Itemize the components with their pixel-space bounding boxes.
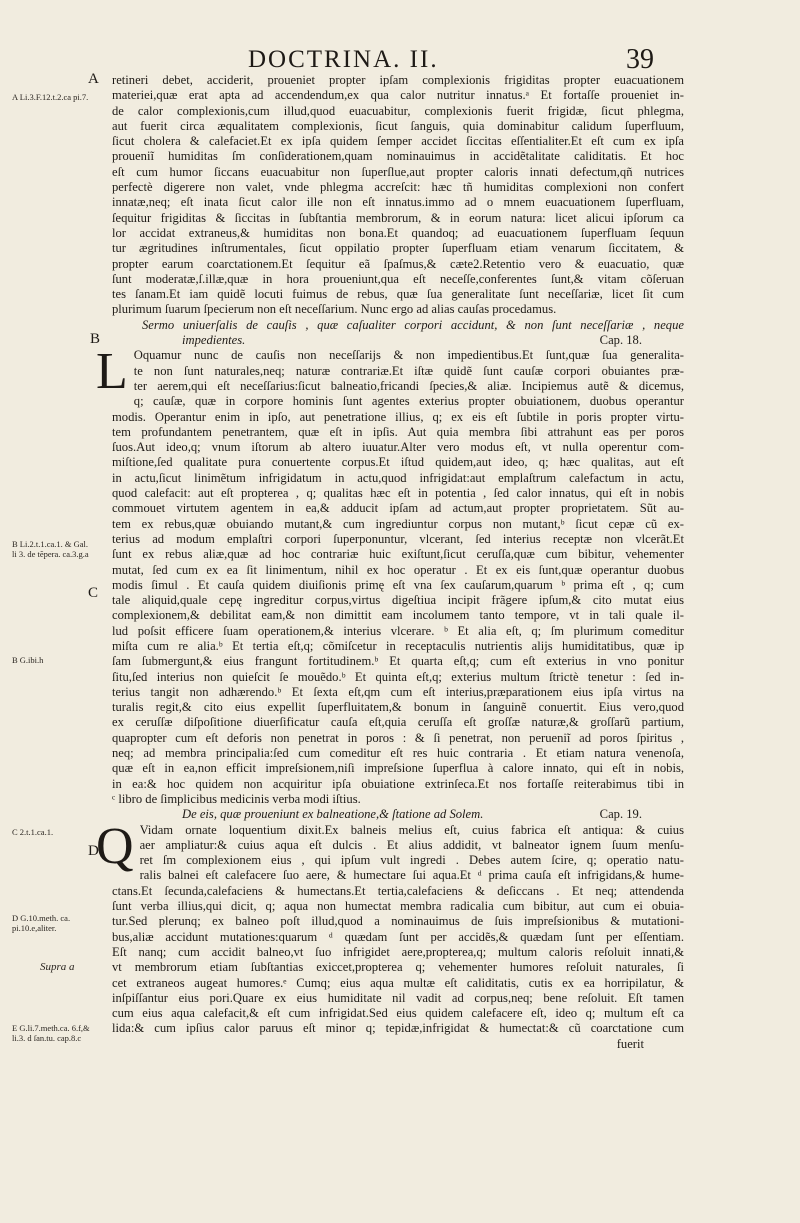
chapter-number: Cap. 19. xyxy=(599,807,642,822)
text-line: quæ eſt in ea,non efficit impreſsionem,niſi impreſsione ſuperflua à calore innato, qui eſt in nobis, xyxy=(112,761,684,776)
text-line: ſunt ex rebus aliæ,quæ ad hoc contrariæ huic exiſtunt,ſicut ceruſſa,quæ cum bibitur, vehementer xyxy=(112,547,684,562)
text-line: perfectè digerere non valet, vnde phlegma accreſcit: hæc tñ humiditas complexioni non confert xyxy=(112,180,684,195)
text-line: cet extraneos augeat humores.ᵉ Cumq; eius aqua multæ eſt caliditatis, cutis ex ea horripilatur, & xyxy=(112,975,684,990)
text-line: plurimum ſuarum ſpecierum non eſt neceſſarium. Nunc ergo ad alias cauſas procedamus. xyxy=(112,302,557,317)
chapter-heading-text: De eis, quæ proueniunt ex balneatione,& ſtatione ad Solem. xyxy=(182,807,484,822)
text-line: ralis balnei eſt calefacere ſuo aere, & humectare ſui aqua.Et ᵈ prima cauſa eſt infrigidans,& hume- xyxy=(139,868,684,883)
text-line: lida:& cum ipſius calor paruus eſt minor q; tepidæ,infrigidat & humectat:& cũ coarctatione cum xyxy=(112,1021,684,1036)
text-line: mutat, ſed cum ex ea ſit linimentum, nihil ex hoc operatur . Et ex eis ſunt,quæ operantur duobus xyxy=(112,562,684,577)
text-line: quapropter cum eſt deforis non penetrat in poros : & ſi penetrat, non perueniĩ ad poros ſpiritus , xyxy=(112,730,684,745)
text-line: ᶜ libro de ſimplicibus medicinis verba modi iſtius. xyxy=(112,791,361,806)
drop-cap: Q xyxy=(96,817,134,875)
text-line: cum eius aqua calefacit,& eſt cum infrigidat.Sed eius quidem calefacere eſt, ideo q; multum eſt ca xyxy=(112,1006,684,1021)
running-head: DOCTRINA. II. xyxy=(248,46,439,73)
text-line: retineri debet, acciderit, proueniet propter ipſam complexionis frigiditas propter euacuationem xyxy=(112,73,684,87)
text-line: materiei,quæ erat apta ad accendendum,ex qua calor nutritur innatus.ᵃ Et fortaſſe proueniet in- xyxy=(112,88,684,103)
text-line: tur ægritudines inſtrumentales, ſicut oppilatio propter ſuperfluam etiam venarum ſiccitatem, & xyxy=(112,241,684,256)
text-line: Eſt nanq; cum accidit balneo,vt ſuo infrigidet aere,propterea,q; multum caloris reſoluit innati,& xyxy=(112,944,684,959)
text-line: in ea:& hoc quidem non acquiritur ipſa obuiatione extrinſeca.Et nos fortaſſe reiterabimus tibi in xyxy=(112,776,684,791)
text-line: ret ſm complexionem eius , qui ipſum vult ingredi . Debes autem ſcire, q; operatio natu- xyxy=(139,853,684,868)
text-line: de calor complexionis,cum illud,quod euacuabitur, complexionis fuerit frigidæ, ſicut phlegma, xyxy=(112,103,684,118)
chapter-heading: Sermo uniuerſalis de cauſis , quæ caſualiter corpori accidunt, & non ſunt neceſſariæ , neque xyxy=(142,317,684,332)
chapter-number: Cap. 18. xyxy=(599,333,642,348)
text-line: complexionem,& debilitat eam,& non dimittit eam incolumem tanto tempore, vt in tali quale il- xyxy=(112,608,684,623)
section-letter-a: A xyxy=(88,71,99,87)
text-line: ex ceruſſæ diſpoſitione diuerſificatur cauſa eſt,quia ceruſſa eſt groſſæ naturæ,& groſſarũ partium, xyxy=(112,715,684,730)
text-line: tur.Sed plerunq; ex balneo poſt illud,quod a nominauimus de ſuis impreſsionibus & mutationi- xyxy=(112,914,684,929)
text-line: innatæ,neq; eſt inata ſicut calor ille non eſt innatus.immo ad o mnem euacuationem ſuperfluam, xyxy=(112,195,684,210)
text-line: bus,aliæ accidunt mutationes:quarum ᵈ quædam ſunt per accidẽs,& quædam ſunt per eſſentiam. xyxy=(112,929,684,944)
margin-note: Supra a xyxy=(40,961,75,973)
text-line: neq; ad membra principalia:ſed cum comeditur eſt res huic contraria . Et etiam natura venenoſa, xyxy=(112,746,684,761)
margin-note: A Li.3.F.12.t.2.ca pi.7. xyxy=(12,92,89,102)
text-line: quod calefacit: aut eſt propterea , q; qualitas hæc eſt in potentia , ſed calor innatus, qui eſt in nobis xyxy=(112,486,684,501)
text-line: eſt cum humor ſiccans euacuabitur non ſuperſlue,aut propter caloris innati defectum,qñ nutrices xyxy=(112,164,684,179)
text-line: aut fuerit circa æqualitatem complexionis, ſicut ſanguis, quia dominabitur calidum ſuperfluum, xyxy=(112,118,684,133)
chapter-heading xyxy=(112,807,684,822)
text-line: modis. Operantur enim in ipſo, aut penetratione illius, q; ex eis eſt ſubtile in poris propter virtu- xyxy=(112,409,684,424)
chapter-heading-end: impedientes. xyxy=(182,333,246,348)
text-line: in actu,ſicut linimẽtum infrigidatum in actu,quod infrigidat:aut emplaſtrum calefactum in actu, xyxy=(112,470,684,485)
page-header xyxy=(248,46,668,76)
text-line: tem profundantem penetrantem, quæ eſt in ipſis. Aut quia membra ſibi attrahunt eas per poros xyxy=(112,424,684,439)
text-block xyxy=(96,73,684,1052)
text-line: miſtione,ſed qualitate pura conuertente corpus.Et iſtud quidem,aut ideo, q; hæc qualitas, aut eſt xyxy=(112,455,684,470)
margin-note: B G.ibi.h xyxy=(12,655,44,665)
section-letter-b: B xyxy=(90,331,101,347)
text-line: Oquamur nunc de cauſis non neceſſarijs & non impedientibus.Et ſunt,quæ ſua generalita- xyxy=(133,348,684,363)
section-letter-c: C xyxy=(88,585,99,601)
catchword: fuerit xyxy=(616,1036,644,1051)
text-line: tes ſanam.Et iam quidẽ locuti fuimus de rebus, quæ ſua generalitate ſunt neceſſariæ, licet ſit cum xyxy=(112,287,684,302)
text-line: Vidam ornate loquentium dixit.Ex balneis melius eſt, cuius fabrica eſt antiqua: & cuius xyxy=(139,822,684,837)
chapter-heading xyxy=(112,333,684,348)
text-line: ſicut cholera & calefaciet.Et ex ipſa quidem ſemper accidet ſiccitas eſſentialiter.Et eſt cum ex ipſa xyxy=(112,134,684,149)
text-line: ſam ſubmergunt,& eius frangunt fortitudinem.ᵇ Et quarta eſt,q; cum eſt exterius in vno ponitur xyxy=(112,654,684,669)
text-line: q; cauſæ, quæ in corpore hominis ſunt agentes exterius propter obuiationem, duobus operantur xyxy=(133,394,684,409)
text-line: tem ex rebus,quæ obuiando mutant,& cum ingrediuntur corpus non mutant,ᵇ ſicut cepæ cũ ex- xyxy=(112,516,684,531)
chapter-18 xyxy=(96,317,684,808)
text-line: te non ſunt naturales,neq; naturæ contrariæ.Et iſtæ quidẽ ſunt cauſæ corpori obuiantes præ- xyxy=(133,363,684,378)
text-line: proueniĩ humiditas ſm conſiderationem,quam nominauimus in accidẽtalitate caliditatis. Et hoc xyxy=(112,149,684,164)
chapter-19 xyxy=(96,807,684,1052)
text-line: turalis regit,& cito eius expellit ſuperfluitatem,& bonum in ſanguinẽ conuertit. Eius vero,quod xyxy=(112,700,684,715)
text-line: ſunt verba illius,qui dicit, q; aqua non humectat membra radicalia cum bibitur, aut cum ei obuia- xyxy=(112,899,684,914)
text-line: lud poſsit efficere ſuam operationem,& interius vlcerare. ᵇ Et alia eſt, q; ſm plurimum comeditur xyxy=(112,623,684,638)
text-line: inſpiſſantur eius pori.Quare ex eius humiditate nil vadit ad corpus,neq; bene reſoluit. Eſt tamen xyxy=(112,990,684,1005)
section-letter-d: D xyxy=(88,843,99,859)
text-line: vt membrorum etiam ſubſtantias exiccet,propterea q; vehementer humores reſoluit naturales, ſi xyxy=(112,960,684,975)
margin-note: E G.li.7.meth.ca. 6.f,& li.3. d ſan.tu. cap.8.c xyxy=(12,1023,90,1043)
text-line: ſunt moderatæ,ſ.illæ,quæ in hora proueniunt,qua eſt neceſſe,conferentes ſunt,& vitam cõſeruan xyxy=(112,271,684,286)
text-line: propter earum coarctationem.Et ſequitur eã ſpaſmus,& cæte2.Retentio vero & euacuatio, quæ xyxy=(112,256,684,271)
margin-note: D G.10.meth. ca. pi.10.e,aliter. xyxy=(12,913,71,933)
text-line: aer ampliatur:& cuius aqua eſt dulcis . Et alius addidit, vt balneator ignem ſuum menſu- xyxy=(139,837,684,852)
drop-cap: L xyxy=(96,343,128,401)
margin-note: C 2.t.1.ca.1. xyxy=(12,827,54,837)
text-line: ter aerem,qui eſt neceſſarius:ſicut balneatio,fricandi ſpecies,& aliæ. Incipiemus autẽ & dicemus, xyxy=(133,378,684,393)
text-line: ſitu,ſed interius non quieſcit ſe mouẽdo.ᵇ Et quinta eſt,q; exterius multum ſtrictè tenetur : ſed in- xyxy=(112,669,684,684)
text-line: lor accidat extraneus,& humiditas non bona.Et quandoq; ad euacuationem ſuperfluam ſequun xyxy=(112,225,684,240)
text-line: tale aliquid,quale cepę ingreditur corpus,virtus digeſtiua incipit frãgere ipſum,& cito mutat eius xyxy=(112,593,684,608)
margin-note: B Li.2.t.1.ca.1. & Gal. li 3. de tẽpera. ca.3.g.a xyxy=(12,539,89,559)
text-line: miſta cum re alia.ᵇ Et tertia eſt,q; cõmiſcetur in receptaculis nutrientis alijs humiditatibus, quæ ip xyxy=(112,638,684,653)
text-line: terius ad modum emplaſtri corpori ſuperponuntur, vlcerant, ſed interius receptæ non vlcerãt.Et xyxy=(112,531,684,546)
text-line: ſequitur frigiditas & ſiccitas in ſubſtantia membrorum, & in eorum natura: licet alicui ipſorum ca xyxy=(112,210,684,225)
text-line: ctans.Et ſecunda,calefaciens & humectans.Et tertia,calefaciens & deſiccans . Et neq; attendenda xyxy=(112,883,684,898)
text-line: ſuos.Aut ideo,q; vnum iſtorum ab altero iuuatur.Alter vero modus eſt, vt nulla operentur com- xyxy=(112,440,684,455)
text-line: modis ſimul . Et cauſa quidem diuiſionis primę eſt vna ſex cauſarum,quarum ᵇ prima eſt , q; cum xyxy=(112,577,684,592)
text-line: terius tangit non adhærendo.ᵇ Et ſexta eſt,qm cum eſt interius,præparationem eius ipſa virtus na xyxy=(112,684,684,699)
text-line: commouet virtutem agentem in ea,& adducit ipſam ad actum,aut propter proprietatem. Sũt au- xyxy=(112,501,684,516)
page-number: 39 xyxy=(626,44,654,75)
section-a-paragraph xyxy=(112,73,684,318)
